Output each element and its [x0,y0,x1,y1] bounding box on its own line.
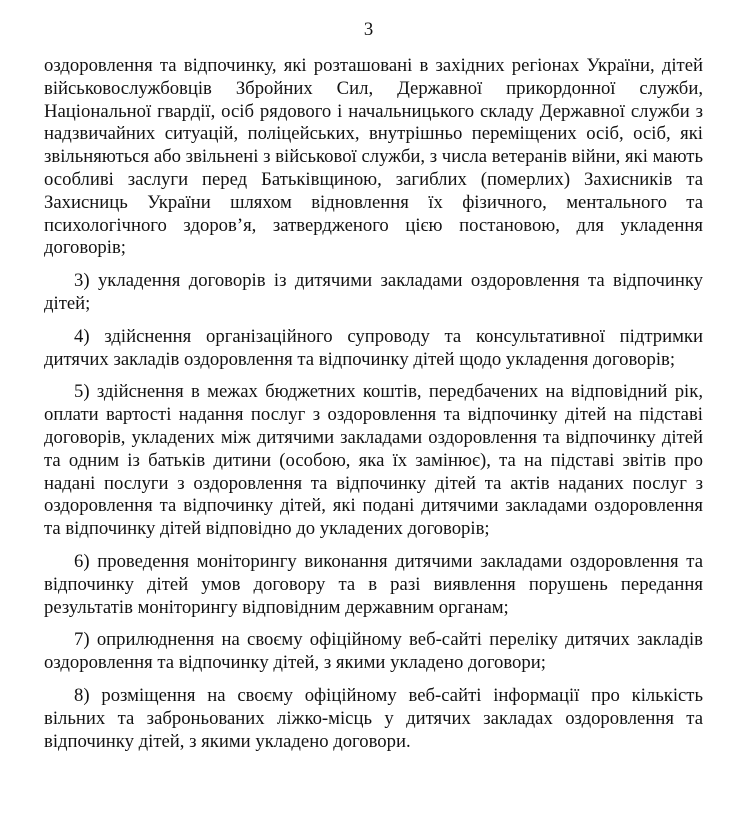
paragraph: оздоровлення та відпочинку, які розташовані в західних регіонах України, дітей військовослужбовців Збройних Сил, Державної прикордонної служби, Національної гвардії, осіб рядового і начальницького складу Державної служби з надзвичайних ситуацій, поліцейських, внутрішньо переміщених осіб, осіб, які звільняються або звільнені з військової служби, з числа ветеранів війни, які мають особливі заслуги перед Батьківщиною, загиблих (померлих) Захисників та Захисниць України шляхом відновлення їх фізичного, ментального та психологічного здоров’я, затвердженого цією постановою, для укладення договорів; [44,55,703,259]
paragraph: 7) оприлюднення на своєму офіційному веб-сайті переліку дитячих закладів оздоровлення та відпочинку дітей, з якими укладено договори; [44,629,703,674]
paragraph: 3) укладення договорів із дитячими закладами оздоровлення та відпочинку дітей; [44,270,703,314]
paragraph: 6) проведення моніторингу виконання дитячими закладами оздоровлення та відпочинку дітей умов договору та в разі виявлення порушень передання результатів моніторингу відповідним державним органам; [44,550,703,618]
paragraph: 4) здійснення організаційного супроводу та консультативної підтримки дитячих закладів оздоровлення та відпочинку дітей щодо укладення договорів; [44,325,703,370]
paragraph: 8) розміщення на своєму офіційному веб-сайті інформації про кількість вільних та заброньованих ліжко-місць у дитячих закладах оздоровлення та відпочинку дітей, з якими укладено договори. [44,684,703,752]
paragraph: 5) здійснення в межах бюджетних коштів, передбачених на відповідний рік, оплати вартості надання послуг з оздоровлення та відпочинку дітей на підставі договорів, укладених між дитячими закладами оздоровлення та відпочинку дітей та одним із батьків дитини (особою, яка їх замінює), та на підставі звітів про надані послуги з оздоровлення та відпочинку дітей та актів наданих послуг з оздоровлення та відпочинку дітей, які подані дитячими закладами оздоровлення та відпочинку дітей відповідно до укладених договорів; [44,381,703,540]
page-number: 3 [363,19,374,40]
document-body [44,55,703,753]
